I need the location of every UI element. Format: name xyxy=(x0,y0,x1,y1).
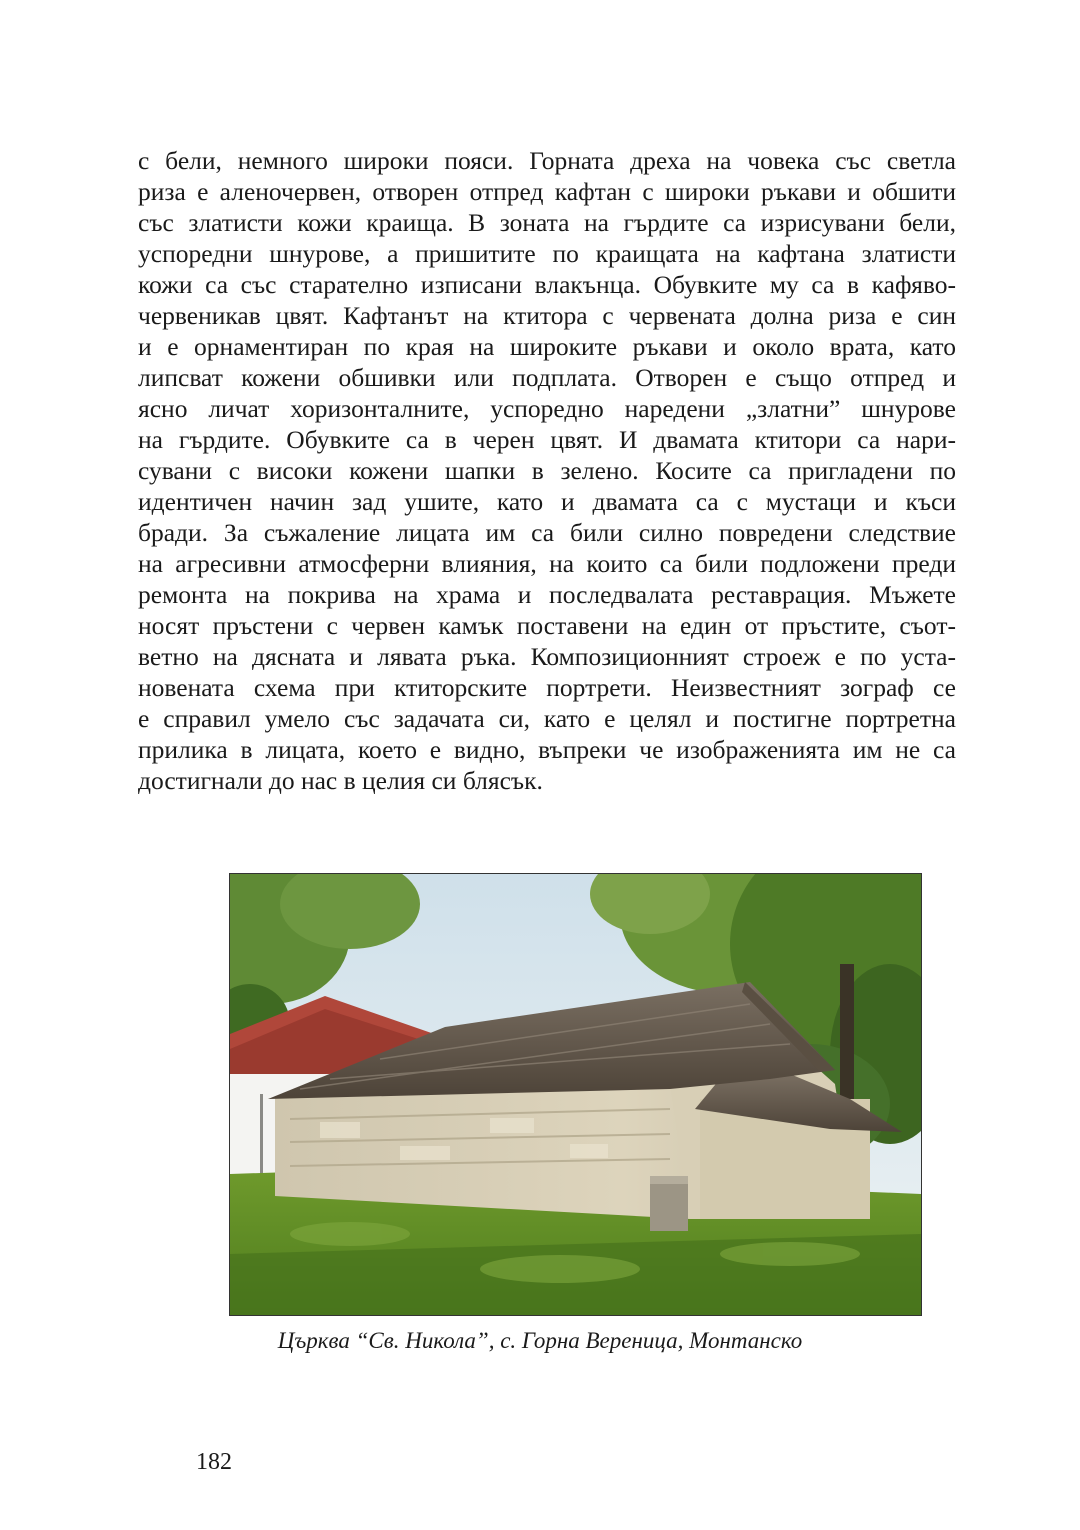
text-line: носят пръстени с червен камък поставени на един от пръстите, съот- xyxy=(138,611,956,640)
text-line: със златисти кожи краища. В зоната на гърдите са изрисувани бели, xyxy=(138,208,956,237)
stone-marker xyxy=(650,1176,688,1231)
text-line: на гърдите. Обувките са в черен цвят. И двамата ктитори са нари- xyxy=(138,425,956,454)
text-line: липсват кожени обшивки или подплата. Отворен е също отпред и xyxy=(138,363,956,392)
text-line: риза е аленочервен, отворен отпред кафтан с широки ръкави и обшити xyxy=(138,177,956,206)
text-line: новената схема при ктиторските портрети. Неизвестният зограф се xyxy=(138,673,956,702)
body-paragraph xyxy=(138,145,956,796)
text-line: ремонта на покрива на храма и последвалата реставрация. Мъжете xyxy=(138,580,956,609)
text-line: ветно на дясната и лявата ръка. Композиционният строеж е по уста- xyxy=(138,642,956,671)
church-photo xyxy=(229,873,922,1316)
text-line: бради. За съжаление лицата им са били силно повредени следствие xyxy=(138,518,956,547)
text-line: червеникав цвят. Кафтанът на ктитора с червената долна риза е син xyxy=(138,301,956,330)
text-line-last: достигнали до нас в целия си блясък. xyxy=(138,766,543,795)
text-line: на агресивни атмосферни влияния, на които са били подложени преди xyxy=(138,549,956,578)
text-line: с бели, немного широки пояси. Горната дреха на човека със светла xyxy=(138,146,956,175)
text-line: успоредни шнурове, а пришитите по краищата на кафтана златисти xyxy=(138,239,956,268)
text-line: ясно личат хоризонталните, успоредно наредени „златни” шнурове xyxy=(138,394,956,423)
text-line: сувани с високи кожени шапки в зелено. Косите са пригладени по xyxy=(138,456,956,485)
text-line: и е орнаментиран по края на широките ръкави и около врата, като xyxy=(138,332,956,361)
text-line: кожи са със старателно изписани влакънца. Обувките му са в кафяво- xyxy=(138,270,956,299)
text-line: идентичен начин зад ушите, като и двамата са с мустаци и къси xyxy=(138,487,956,516)
figure-caption: Църква “Св. Никола”, с. Горна Вереница, Монтанско xyxy=(277,1328,803,1353)
text-line: е справил умело със задачата си, като е целял и постигне портретна xyxy=(138,704,956,733)
page-number: 182 xyxy=(196,1449,232,1475)
text-line: прилика в лицата, което е видно, въпреки че изображенията им не са xyxy=(138,735,956,764)
